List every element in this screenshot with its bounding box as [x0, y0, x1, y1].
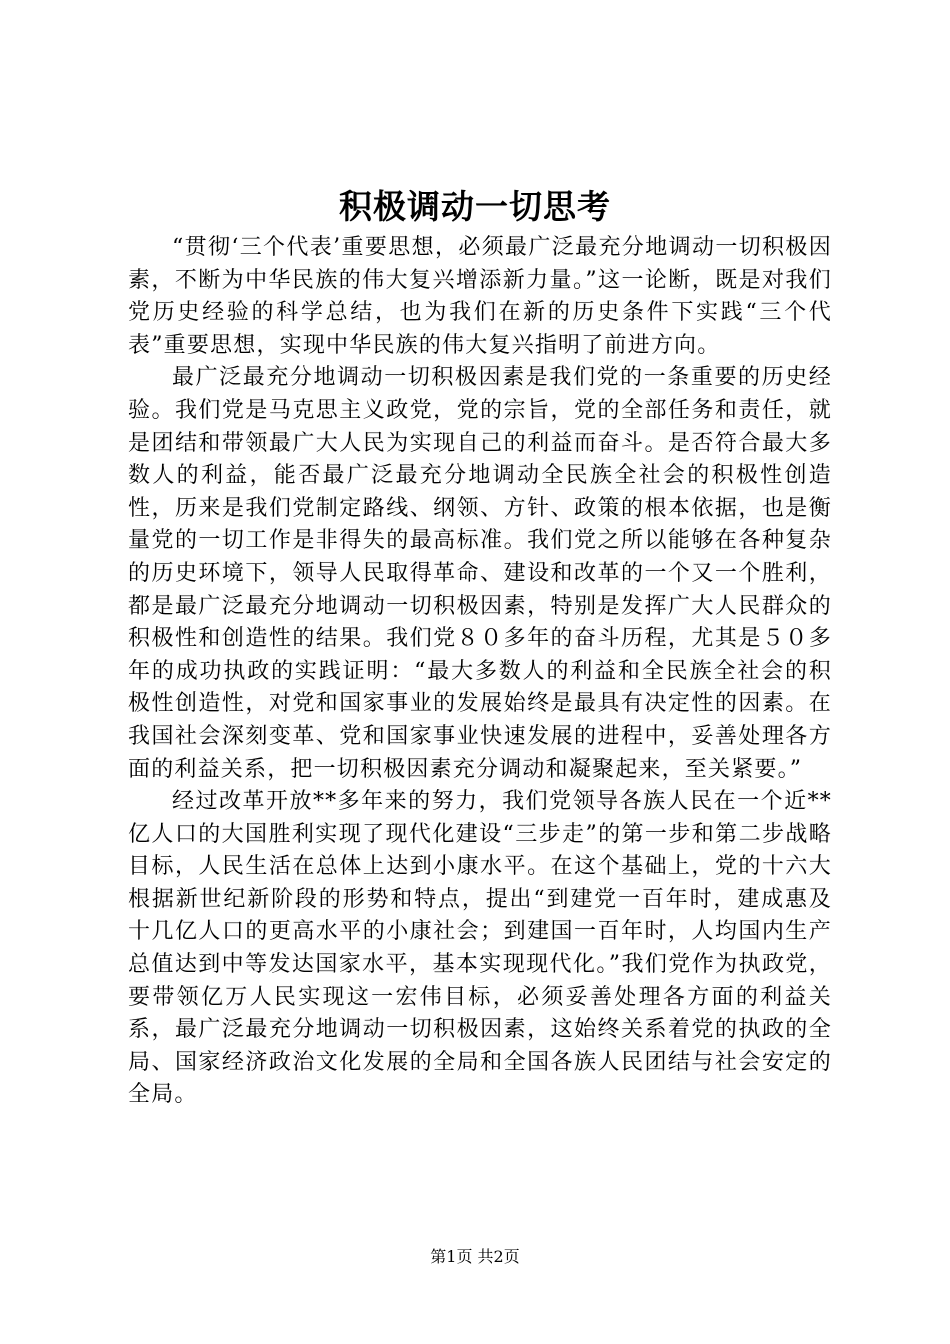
paragraph: 最广泛最充分地调动一切积极因素是我们党的一条重要的历史经验。我们党是马克思主义政党，党的宗旨，党的全部任务和责任，就是团结和带领最广大人民为实现自己的利益而奋斗。是否符合最大多数人的利益，能否最广泛最充分地调动全民族全社会的积极性创造性，历来是我们党制定路线、纲领、方针、政策的根本依据，也是衡量党的一切工作是非得失的最高标准。我们党之所以能够在各种复杂的历史环境下，领导人民取得革命、建设和改革的一个又一个胜利，都是最广泛最充分地调动一切积极因素，特别是发挥广大人民群众的积极性和创造性的结果。我们党８０多年的奋斗历程，尤其是５０多年的成功执政的实践证明：“最大多数人的利益和全民族全社会的积极性创造性，对党和国家事业的发展始终是最具有决定性的因素。在我国社会深刻变革、党和国家事业快速发展的进程中，妥善处理各方面的利益关系，把一切积极因素充分调动和凝聚起来，至关紧要。” — [128, 365, 832, 782]
document-title: 积极调动一切思考 — [339, 187, 611, 226]
paragraph: 经过改革开放**多年来的努力，我们党领导各族人民在一个近**亿人口的大国胜利实现了现代化建设“三步走”的第一步和第二步战略目标，人民生活在总体上达到小康水平。在这个基础上，党的十六大根据新世纪新阶段的形势和特点，提出“到建党一百年时，建成惠及十几亿人口的更高水平的小康社会；到建国一百年时，人均国内生产总值达到中等发达国家水平，基本实现现代化。”我们党作为执政党，要带领亿万人民实现这一宏伟目标，必须妥善处理各方面的利益关系，最广泛最充分地调动一切积极因素，这始终关系着党的执政的全局、国家经济政治文化发展的全局和全国各族人民团结与社会安定的全局。 — [128, 789, 832, 1108]
page-footer — [0, 1245, 950, 1269]
paragraph: “贯彻‘三个代表’重要思想，必须最广泛最充分地调动一切积极因素，不断为中华民族的伟大复兴增添新力量。”这一论断，既是对我们党历史经验的科学总结，也为我们在新的历史条件下实践“三个代表”重要思想，实现中华民族的伟大复兴指明了前进方向。 — [128, 235, 832, 358]
page-indicator: 第1页 共2页 — [430, 1247, 520, 1266]
document-body — [128, 232, 832, 1112]
